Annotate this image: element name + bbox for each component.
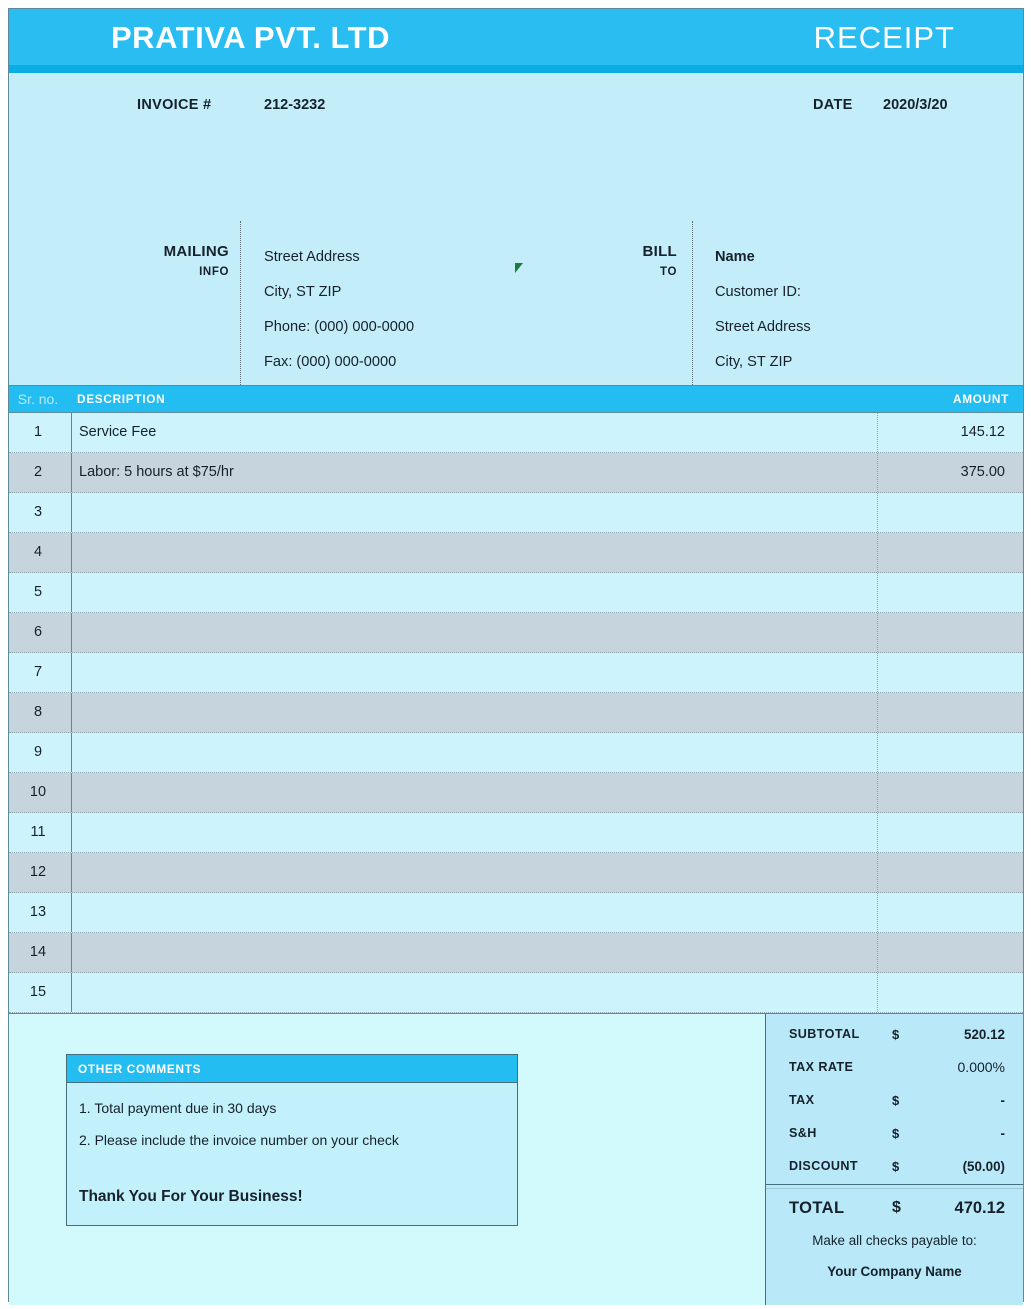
row-serial-number: 2 bbox=[33, 464, 43, 480]
bill-to-label bbox=[549, 241, 677, 283]
totals-row-subtotal bbox=[766, 1018, 1023, 1051]
table-row[interactable] bbox=[9, 813, 1023, 853]
subtotal-currency: $ bbox=[892, 1027, 900, 1042]
bill-to-line: Name bbox=[715, 249, 755, 265]
row-amount-separator bbox=[877, 853, 878, 892]
row-column-separator bbox=[71, 733, 72, 772]
row-amount-separator bbox=[877, 813, 878, 852]
line-items-table-body bbox=[9, 413, 1023, 1013]
row-serial-number: 15 bbox=[29, 984, 47, 1000]
discount-value: (50.00) bbox=[962, 1159, 1005, 1174]
mailing-address-block bbox=[264, 240, 414, 380]
mailing-line: City, ST ZIP bbox=[264, 284, 342, 300]
bill-to-line: Customer ID: bbox=[715, 284, 801, 300]
tax-value: - bbox=[1000, 1093, 1005, 1108]
bill-to-line: City, ST ZIP bbox=[715, 354, 793, 370]
table-row[interactable] bbox=[9, 453, 1023, 493]
row-amount-separator bbox=[877, 693, 878, 732]
invoice-number-label: INVOICE # bbox=[137, 97, 212, 113]
bill-to-label-sub: TO bbox=[660, 266, 677, 278]
sh-currency: $ bbox=[892, 1126, 900, 1141]
row-amount-separator bbox=[877, 893, 878, 932]
tax-label: TAX bbox=[789, 1093, 815, 1107]
mailing-info-label bbox=[89, 241, 229, 283]
row-column-separator bbox=[71, 413, 72, 452]
invoice-number-value[interactable]: 212-3232 bbox=[264, 97, 326, 113]
document-type-title: RECEIPT bbox=[813, 20, 955, 55]
row-serial-number: 9 bbox=[33, 744, 43, 760]
row-description[interactable]: Service Fee bbox=[79, 424, 157, 440]
company-name: PRATIVA PVT. LTD bbox=[111, 20, 390, 55]
date-label: DATE bbox=[813, 97, 853, 113]
tax-rate-label: TAX RATE bbox=[789, 1060, 854, 1074]
row-amount[interactable]: 145.12 bbox=[960, 424, 1005, 440]
table-row[interactable] bbox=[9, 573, 1023, 613]
totals-row-total bbox=[766, 1188, 1023, 1228]
comment-line-1: 1. Total payment due in 30 days bbox=[79, 1100, 277, 1116]
row-column-separator bbox=[71, 573, 72, 612]
row-amount-separator bbox=[877, 733, 878, 772]
table-row[interactable] bbox=[9, 533, 1023, 573]
row-amount-separator bbox=[877, 573, 878, 612]
mailing-line: Fax: (000) 000-0000 bbox=[264, 354, 397, 370]
row-column-separator bbox=[71, 493, 72, 532]
total-value: 470.12 bbox=[954, 1199, 1005, 1217]
receipt-sheet bbox=[8, 8, 1024, 1302]
table-row[interactable] bbox=[9, 773, 1023, 813]
tax-currency: $ bbox=[892, 1093, 900, 1108]
row-column-separator bbox=[71, 613, 72, 652]
row-column-separator bbox=[71, 533, 72, 572]
subtotal-value: 520.12 bbox=[964, 1027, 1005, 1042]
sh-label: S&H bbox=[789, 1126, 817, 1140]
row-column-separator bbox=[71, 453, 72, 492]
tax-rate-value: 0.000% bbox=[957, 1059, 1005, 1075]
row-column-separator bbox=[71, 693, 72, 732]
row-serial-number: 3 bbox=[33, 504, 43, 520]
row-column-separator bbox=[71, 933, 72, 972]
row-column-separator bbox=[71, 653, 72, 692]
row-serial-number: 13 bbox=[29, 904, 47, 920]
row-amount-separator bbox=[877, 533, 878, 572]
thank-you-message: Thank You For Your Business! bbox=[79, 1188, 303, 1205]
row-amount-separator bbox=[877, 413, 878, 452]
bill-to-label-main: BILL bbox=[642, 243, 677, 260]
row-column-separator bbox=[71, 813, 72, 852]
total-currency: $ bbox=[892, 1199, 901, 1216]
comment-line-2: 2. Please include the invoice number on your check bbox=[79, 1132, 399, 1148]
row-serial-number: 4 bbox=[33, 544, 43, 560]
column-header-amount: AMOUNT bbox=[953, 392, 1009, 406]
table-row[interactable] bbox=[9, 653, 1023, 693]
row-serial-number: 7 bbox=[33, 664, 43, 680]
table-row[interactable] bbox=[9, 493, 1023, 533]
row-column-separator bbox=[71, 773, 72, 812]
mailing-info-label-sub: INFO bbox=[199, 266, 229, 278]
total-label: TOTAL bbox=[789, 1199, 845, 1217]
mailing-line: Phone: (000) 000-0000 bbox=[264, 319, 415, 335]
column-header-description: DESCRIPTION bbox=[77, 392, 166, 406]
row-serial-number: 14 bbox=[29, 944, 47, 960]
totals-row-tax bbox=[766, 1084, 1023, 1117]
discount-currency: $ bbox=[892, 1159, 900, 1174]
row-amount-separator bbox=[877, 613, 878, 652]
table-row[interactable] bbox=[9, 733, 1023, 773]
line-items-table-header bbox=[9, 385, 1023, 413]
invoice-info-section bbox=[9, 73, 1023, 385]
date-value[interactable]: 2020/3/20 bbox=[883, 97, 948, 113]
row-column-separator bbox=[71, 973, 72, 1012]
row-amount-separator bbox=[877, 653, 878, 692]
row-serial-number: 5 bbox=[33, 584, 43, 600]
row-serial-number: 8 bbox=[33, 704, 43, 720]
sh-value: - bbox=[1000, 1126, 1005, 1141]
row-serial-number: 11 bbox=[30, 824, 46, 840]
receipt-header bbox=[9, 9, 1023, 73]
row-serial-number: 10 bbox=[29, 784, 47, 800]
discount-label: DISCOUNT bbox=[789, 1159, 858, 1173]
table-row[interactable] bbox=[9, 933, 1023, 973]
make-checks-payable-block bbox=[766, 1225, 1023, 1287]
totals-row-discount bbox=[766, 1150, 1023, 1183]
mailing-line: Street Address bbox=[264, 249, 360, 265]
totals-row-sh bbox=[766, 1117, 1023, 1150]
table-row[interactable] bbox=[9, 853, 1023, 893]
row-amount-separator bbox=[877, 453, 878, 492]
row-amount-separator bbox=[877, 773, 878, 812]
totals-row-tax-rate bbox=[766, 1051, 1023, 1084]
row-description[interactable]: Labor: 5 hours at $75/hr bbox=[79, 464, 234, 480]
table-row[interactable] bbox=[9, 693, 1023, 733]
payable-instruction: Make all checks payable to: bbox=[812, 1233, 977, 1248]
table-row[interactable] bbox=[9, 613, 1023, 653]
table-row[interactable] bbox=[9, 893, 1023, 933]
row-amount-separator bbox=[877, 493, 878, 532]
other-comments-box bbox=[66, 1054, 518, 1226]
payable-company-name: Your Company Name bbox=[827, 1264, 962, 1279]
bill-to-divider bbox=[692, 221, 693, 411]
column-header-sr-no: Sr. no. bbox=[17, 391, 59, 407]
mailing-info-label-main: MAILING bbox=[163, 243, 229, 260]
row-serial-number: 1 bbox=[33, 424, 43, 440]
table-row[interactable] bbox=[9, 973, 1023, 1013]
row-amount-separator bbox=[877, 973, 878, 1012]
mailing-divider bbox=[240, 221, 241, 411]
other-comments-title: OTHER COMMENTS bbox=[67, 1055, 517, 1083]
receipt-footer bbox=[9, 1013, 1023, 1305]
row-column-separator bbox=[71, 853, 72, 892]
row-column-separator bbox=[71, 893, 72, 932]
totals-panel bbox=[765, 1014, 1023, 1305]
table-row[interactable] bbox=[9, 413, 1023, 453]
row-amount-separator bbox=[877, 933, 878, 972]
cursor-marker-icon bbox=[515, 263, 523, 273]
row-amount[interactable]: 375.00 bbox=[960, 464, 1005, 480]
bill-to-line: Street Address bbox=[715, 319, 811, 335]
row-serial-number: 6 bbox=[33, 624, 43, 640]
row-serial-number: 12 bbox=[29, 864, 47, 880]
subtotal-label: SUBTOTAL bbox=[789, 1027, 860, 1041]
